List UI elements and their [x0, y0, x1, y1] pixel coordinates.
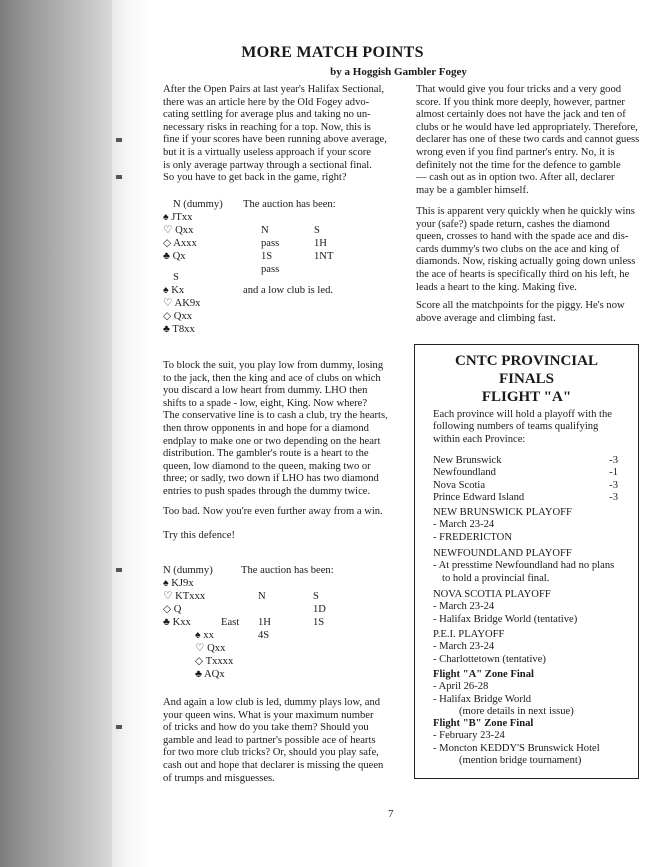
box-intro: Each province will hold a playoff with the following numbers of teams qualifying within each Province:: [433, 409, 612, 445]
binding-mark: [116, 568, 122, 572]
hand-diagram-1: [163, 199, 403, 339]
east-spades: ♠ xx: [195, 630, 214, 641]
province-row: New Brunswick -3: [433, 455, 618, 466]
auction-n: N: [258, 591, 266, 602]
article-byline: by a Hoggish Gambler Fogey: [330, 66, 467, 78]
page-number: 7: [388, 808, 394, 820]
province-row: Newfoundland -1: [433, 467, 618, 479]
auction-n: pass: [261, 238, 280, 249]
pei-playoff: P.E.I. PLAYOFF - March 23-24 - Charlottetown (tentative): [433, 629, 546, 665]
east-diamonds: ◇ Txxxx: [195, 656, 234, 667]
hand-diagram-2: [163, 565, 403, 680]
defence-question-paragraph: And again a low club is led, dummy plays low, and your queen wins. What is your maximum number of tricks and how do you take them? Should you gamble and lead to partner's possible ace of hearts for two more club tricks? Or, should you play safe, cash out and hope that declarer is missing the queen of trumps and misguesses.: [163, 697, 384, 784]
intro-paragraph: After the Open Pairs at last year's Halifax Sectional, there was an article here by the Old Fogey advo- cating settling for average plus and taking no un- necessary risks in reaching for a top. Now, this is fine if your scores have been running above average, but it is a virtually useless approach if your score is only average partway through a sectional final. So you have to get back in the game, right?: [163, 84, 387, 184]
analysis-paragraph: To block the suit, you play low from dummy, losing to the jack, then the king and ace of clubs on which you discard a low heart from dummy. LHO then shifts to a spade - low, eight, King. Now where? The conservative line is to cash a club, try the hearts, then throw opponents in and hope for a diamond endplay to make one or two depending on the heart distribution. The gambler's route is a heart to the queen, low diamond to the queen, making two or three; or sadly, two down if LHO has two diamond entries to push spades through the dummy twice.: [163, 360, 388, 497]
auction-n: N: [261, 225, 269, 236]
east-clubs: ♣ AQx: [195, 669, 225, 680]
province-list: [433, 455, 618, 505]
too-bad-line: Too bad. Now you're even further away from a win.: [163, 506, 383, 517]
auction-s: 1D: [313, 604, 326, 615]
auction-s: 1H: [314, 238, 327, 249]
right-paragraph-1: That would give you four tricks and a very good score. If you think more deeply, however, partner almost certainly does not have the jack and ten of clubs or he would have led appropriately. Therefore, declarer has one of these two cards and cannot guess wrong even if you find partner's entry. No, it is definitely not the time for the defence to gamble — cash out as in option two. After all, declarer may be a gambler himself.: [416, 84, 640, 196]
auction-n: 1H: [258, 617, 271, 628]
box-title-line: FINALS: [498, 371, 554, 387]
east-label: East: [221, 617, 240, 628]
auction-s: S: [314, 225, 320, 236]
nf-playoff: NEWFOUNDLAND PLAYOFF - At presstime Newfoundland had no plans to hold a provincial final.: [433, 548, 615, 584]
south-hearts: ♡ AK9x: [163, 298, 201, 309]
flight-a-zone-final: Flight "A" Zone Final - April 26-28 - Halifax Bridge World (more details in next issue): [433, 669, 574, 718]
east-hearts: ♡ Qxx: [195, 643, 226, 654]
north-label: N (dummy): [173, 199, 223, 210]
auction-label: The auction has been:: [241, 565, 334, 576]
north-spades: ♠ JTxx: [163, 212, 193, 223]
auction-n: pass: [261, 264, 280, 275]
province-row: Nova Scotia -3: [433, 479, 618, 491]
auction-s: 1S: [313, 617, 325, 628]
box-title-line: FLIGHT "A": [481, 389, 572, 405]
auction-s: 1NT: [314, 251, 334, 262]
north-diamonds: ◇ Axxx: [163, 238, 197, 249]
south-diamonds: ◇ Qxx: [163, 311, 193, 322]
nb-playoff: NEW BRUNSWICK PLAYOFF - March 23-24 - FREDERICTON: [433, 507, 572, 543]
cntc-announcement-box: [414, 344, 639, 779]
auction-n: 1S: [261, 251, 273, 262]
binding-shadow: [0, 0, 112, 867]
right-paragraph-3: Score all the matchpoints for the piggy. He's now above average and climbing fast.: [416, 300, 625, 324]
south-spades: ♠ Kx: [163, 285, 185, 296]
auction-label: The auction has been:: [243, 199, 336, 210]
binding-mark: [116, 138, 122, 142]
binding-mark: [116, 725, 122, 729]
north-diamonds: ◇ Q: [163, 604, 182, 615]
article-title: MORE MATCH POINTS: [241, 44, 424, 61]
north-clubs: ♣ Qx: [163, 251, 186, 262]
north-label: N (dummy): [163, 565, 213, 576]
right-paragraph-2: This is apparent very quickly when he quickly wins your (safe?) spade return, cashes the diamond queen, crosses to hand with the spade ace and dis- cards dummy's two clubs on the ace and king of diamonds. Now, risking actually going down unless the ace of hearts is specifically third on his left, he leads a heart to the king. Making five.: [416, 206, 636, 293]
lead-text: and a low club is led.: [243, 285, 334, 296]
north-clubs: ♣ Kxx: [163, 617, 191, 628]
south-label: S: [173, 272, 179, 283]
box-title-line: CNTC PROVINCIAL: [455, 353, 598, 369]
flight-b-zone-final: Flight "B" Zone Final - February 23-24 - Moncton KEDDY'S Brunswick Hotel (mention bridge tournament): [433, 718, 600, 767]
north-hearts: ♡ KTxxx: [163, 591, 206, 602]
province-row: Prince Edward Island -3: [433, 492, 618, 504]
try-defence-line: Try this defence!: [163, 530, 235, 541]
south-clubs: ♣ T8xx: [163, 324, 195, 335]
north-spades: ♠ KJ9x: [163, 578, 194, 589]
ns-playoff: NOVA SCOTIA PLAYOFF - March 23-24 - Halifax Bridge World (tentative): [433, 589, 578, 625]
auction-n: 4S: [258, 630, 270, 641]
north-hearts: ♡ Qxx: [163, 225, 194, 236]
auction-s: S: [313, 591, 319, 602]
binding-mark: [116, 175, 122, 179]
